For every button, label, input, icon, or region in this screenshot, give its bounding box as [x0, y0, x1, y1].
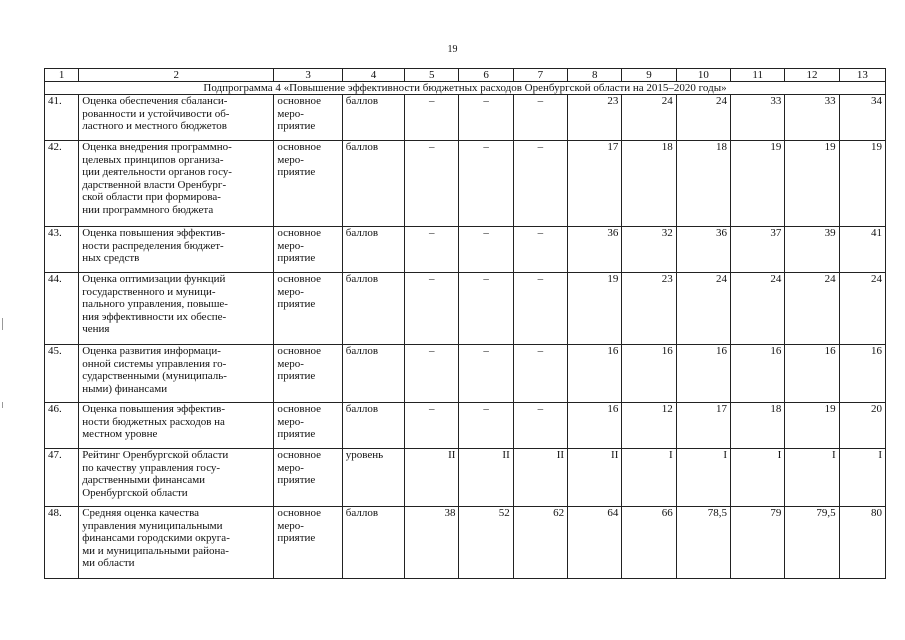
value-cell: 24	[676, 273, 730, 345]
measure-type: основное меро- приятие	[274, 345, 342, 403]
unit-cell: баллов	[342, 507, 404, 579]
value-cell: II	[459, 449, 513, 507]
table-row	[45, 227, 886, 273]
table-row	[45, 141, 886, 227]
value-cell: I	[785, 449, 839, 507]
unit-cell: уровень	[342, 449, 404, 507]
value-cell: –	[513, 141, 567, 227]
column-header: 8	[568, 69, 622, 82]
measure-type: основное меро- приятие	[274, 449, 342, 507]
row-number: 46.	[45, 403, 79, 449]
value-cell: –	[459, 345, 513, 403]
value-cell: 19	[785, 141, 839, 227]
value-cell: 33	[785, 95, 839, 141]
measure-type: основное меро- приятие	[274, 95, 342, 141]
indicator-name: Оценка оптимизации функций государственного и муници- пального управления, повыше- ния эффективности их обеспе- чения	[79, 273, 274, 345]
value-cell: –	[405, 273, 459, 345]
value-cell: –	[405, 227, 459, 273]
row-number: 44.	[45, 273, 79, 345]
measure-type: основное меро- приятие	[274, 403, 342, 449]
value-cell: –	[513, 345, 567, 403]
indicator-name: Средняя оценка качества управления муниципальными финансами городскими округа- ми и муниципальными района- ми области	[79, 507, 274, 579]
value-cell: 24	[622, 95, 676, 141]
row-number: 41.	[45, 95, 79, 141]
value-cell: 79,5	[785, 507, 839, 579]
value-cell: –	[405, 141, 459, 227]
value-cell: 19	[731, 141, 785, 227]
value-cell: 33	[731, 95, 785, 141]
column-header: 2	[79, 69, 274, 82]
value-cell: –	[405, 403, 459, 449]
page-number: 19	[447, 44, 458, 55]
value-cell: I	[676, 449, 730, 507]
table-row	[45, 95, 886, 141]
unit-cell: баллов	[342, 227, 404, 273]
value-cell: 36	[568, 227, 622, 273]
column-header: 10	[676, 69, 730, 82]
value-cell: 16	[568, 403, 622, 449]
indicator-name: Оценка повышения эффектив- ности распределения бюджет- ных средств	[79, 227, 274, 273]
value-cell: 66	[622, 507, 676, 579]
value-cell: 23	[622, 273, 676, 345]
indicator-name: Оценка внедрения программно- целевых принципов организа- ции деятельности органов госу- дарственной власти Оренбург- ской области при формирова- нии программного бюджета	[79, 141, 274, 227]
value-cell: II	[405, 449, 459, 507]
value-cell: 18	[731, 403, 785, 449]
value-cell: 32	[622, 227, 676, 273]
value-cell: 62	[513, 507, 567, 579]
header-row	[45, 69, 886, 82]
indicator-name: Оценка обеспечения сбаланси- рованности и устойчивости об- ластного и местного бюджетов	[79, 95, 274, 141]
value-cell: 24	[839, 273, 885, 345]
value-cell: 18	[622, 141, 676, 227]
value-cell: 20	[839, 403, 885, 449]
row-number: 42.	[45, 141, 79, 227]
value-cell: –	[405, 95, 459, 141]
value-cell: 18	[676, 141, 730, 227]
value-cell: –	[513, 227, 567, 273]
value-cell: 16	[622, 345, 676, 403]
value-cell: –	[459, 95, 513, 141]
column-header: 1	[45, 69, 79, 82]
value-cell: –	[405, 345, 459, 403]
unit-cell: баллов	[342, 345, 404, 403]
value-cell: 17	[568, 141, 622, 227]
value-cell: 37	[731, 227, 785, 273]
value-cell: 19	[785, 403, 839, 449]
row-number: 45.	[45, 345, 79, 403]
value-cell: I	[622, 449, 676, 507]
value-cell: II	[513, 449, 567, 507]
value-cell: 64	[568, 507, 622, 579]
table-row	[45, 273, 886, 345]
unit-cell: баллов	[342, 273, 404, 345]
value-cell: 24	[731, 273, 785, 345]
margin-mark	[2, 318, 3, 330]
row-number: 48.	[45, 507, 79, 579]
value-cell: 79	[731, 507, 785, 579]
value-cell: 38	[405, 507, 459, 579]
value-cell: 39	[785, 227, 839, 273]
value-cell: 16	[676, 345, 730, 403]
table-row	[45, 403, 886, 449]
column-header: 7	[513, 69, 567, 82]
measure-type: основное меро- приятие	[274, 507, 342, 579]
value-cell: 19	[568, 273, 622, 345]
indicator-name: Оценка развития информаци- онной системы управления го- сударственными (муниципаль- ными) финансами	[79, 345, 274, 403]
value-cell: 16	[785, 345, 839, 403]
value-cell: 41	[839, 227, 885, 273]
value-cell: –	[513, 273, 567, 345]
indicators-table	[44, 68, 886, 579]
value-cell: –	[459, 273, 513, 345]
margin-mark	[2, 402, 3, 408]
unit-cell: баллов	[342, 141, 404, 227]
value-cell: 34	[839, 95, 885, 141]
value-cell: I	[839, 449, 885, 507]
column-header: 11	[731, 69, 785, 82]
value-cell: 17	[676, 403, 730, 449]
value-cell: 52	[459, 507, 513, 579]
value-cell: 19	[839, 141, 885, 227]
column-header: 5	[405, 69, 459, 82]
subprogram-row	[45, 82, 886, 95]
measure-type: основное меро- приятие	[274, 273, 342, 345]
unit-cell: баллов	[342, 95, 404, 141]
value-cell: –	[513, 95, 567, 141]
row-number: 47.	[45, 449, 79, 507]
value-cell: II	[568, 449, 622, 507]
measure-type: основное меро- приятие	[274, 227, 342, 273]
value-cell: 24	[676, 95, 730, 141]
value-cell: 80	[839, 507, 885, 579]
unit-cell: баллов	[342, 403, 404, 449]
row-number: 43.	[45, 227, 79, 273]
value-cell: 16	[839, 345, 885, 403]
value-cell: 16	[568, 345, 622, 403]
value-cell: –	[513, 403, 567, 449]
subprogram-title: Подпрограмма 4 «Повышение эффективности бюджетных расходов Оренбургской области на 2015–2020 годы»	[45, 82, 886, 95]
value-cell: 36	[676, 227, 730, 273]
value-cell: 24	[785, 273, 839, 345]
value-cell: I	[731, 449, 785, 507]
measure-type: основное меро- приятие	[274, 141, 342, 227]
value-cell: –	[459, 403, 513, 449]
table-row	[45, 345, 886, 403]
column-header: 9	[622, 69, 676, 82]
value-cell: –	[459, 227, 513, 273]
table-row	[45, 507, 886, 579]
indicator-name: Рейтинг Оренбургской области по качеству управления госу- дарственными финансами Оренбургской области	[79, 449, 274, 507]
value-cell: –	[459, 141, 513, 227]
column-header: 12	[785, 69, 839, 82]
column-header: 6	[459, 69, 513, 82]
value-cell: 16	[731, 345, 785, 403]
value-cell: 12	[622, 403, 676, 449]
value-cell: 78,5	[676, 507, 730, 579]
indicator-name: Оценка повышения эффектив- ности бюджетных расходов на местном уровне	[79, 403, 274, 449]
column-header: 13	[839, 69, 885, 82]
value-cell: 23	[568, 95, 622, 141]
column-header: 4	[342, 69, 404, 82]
table-row	[45, 449, 886, 507]
column-header: 3	[274, 69, 342, 82]
